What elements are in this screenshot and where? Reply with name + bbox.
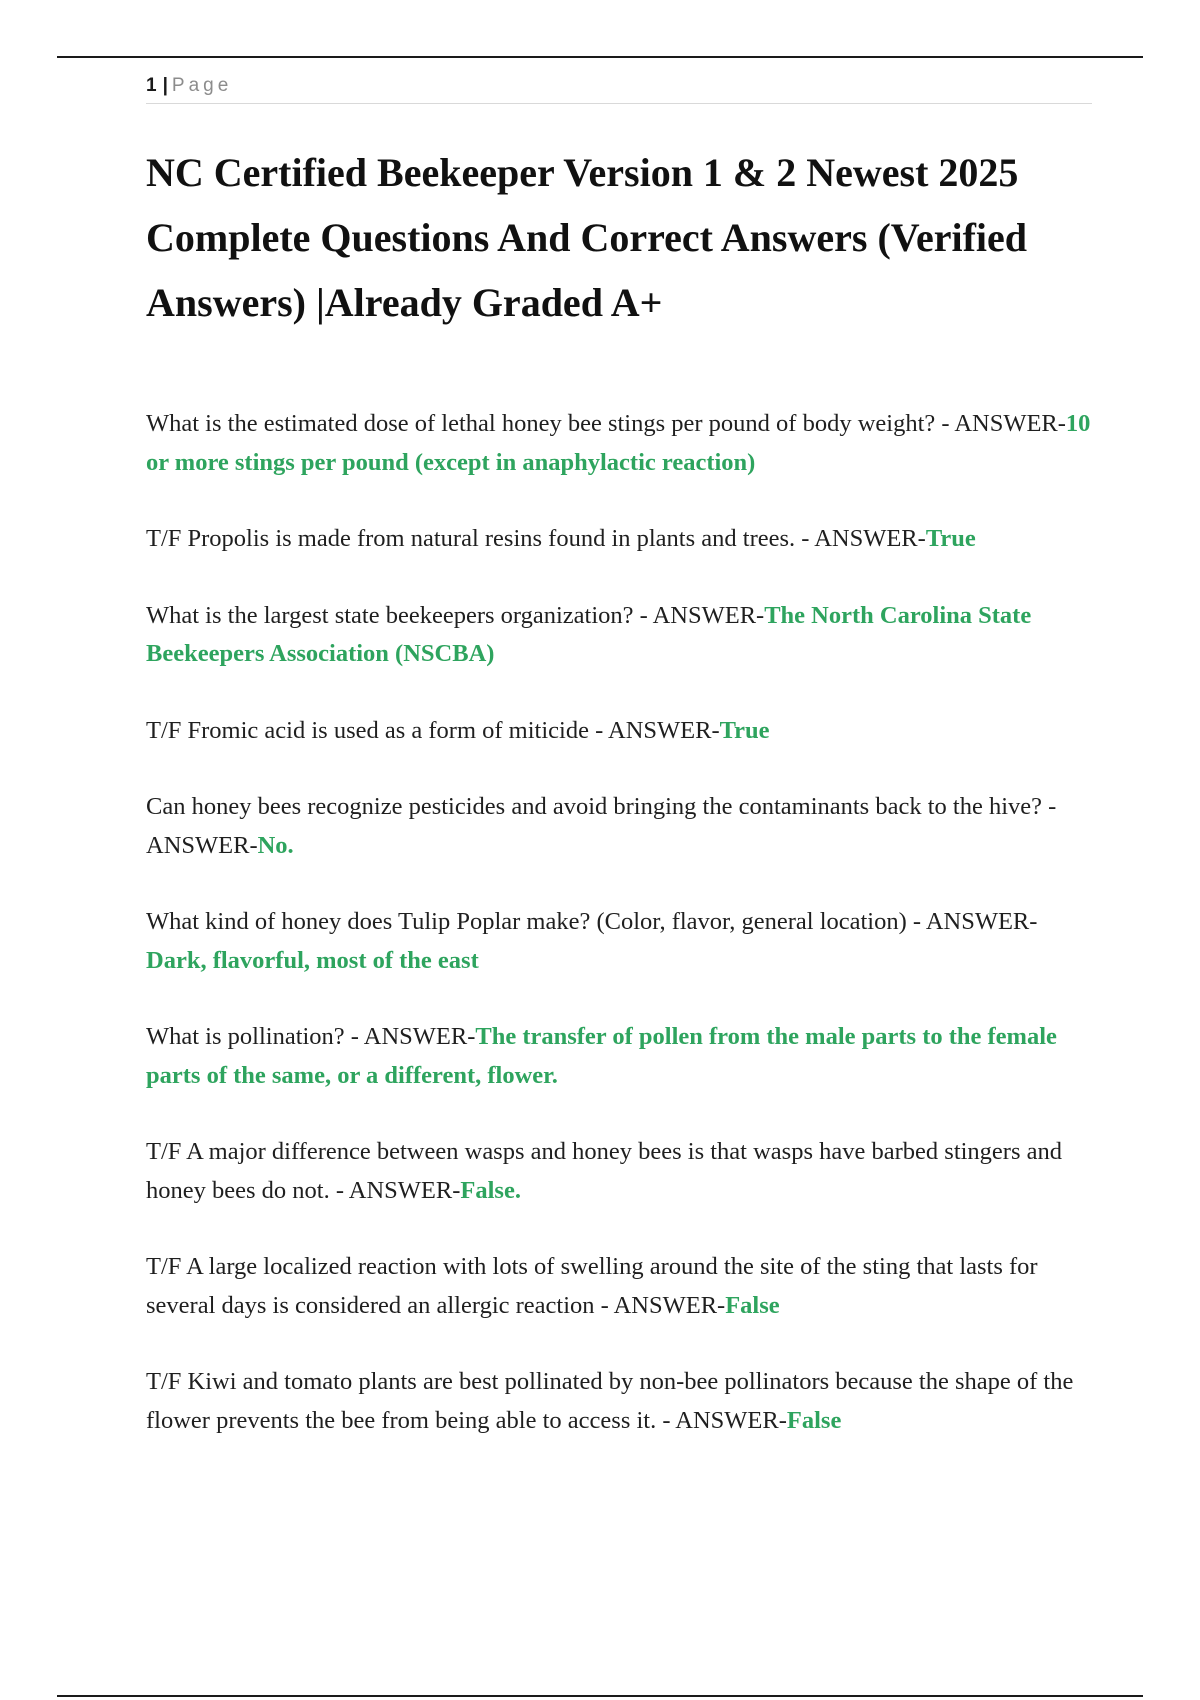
- qa-item: [146, 712, 1096, 751]
- question-text: T/F A major difference between wasps and honey bees is that wasps have barbed stingers and honey bees do not. -: [146, 1138, 1062, 1204]
- answer-text: No.: [257, 831, 294, 859]
- answer-prefix: ANSWER-: [348, 1176, 461, 1204]
- question-text: What is the largest state beekeepers organization? -: [146, 601, 653, 629]
- question-text: T/F A large localized reaction with lots of swelling around the site of the sting that lasts for several days is considered an allergic reaction -: [146, 1253, 1038, 1319]
- qa-item: [146, 788, 1096, 865]
- question-text: Can honey bees recognize pesticides and avoid bringing the contaminants back to the hive? -: [146, 793, 1057, 820]
- page-number: 1: [146, 75, 157, 96]
- answer-text: False: [786, 1406, 842, 1434]
- qa-item: [146, 903, 1096, 980]
- page-header: [146, 73, 1092, 104]
- answer-text: False.: [460, 1176, 521, 1204]
- answer-text: True: [925, 525, 976, 552]
- question-text: T/F Kiwi and tomato plants are best pollinated by non-bee pollinators because the shape of the flower prevents the bee from being able to access it. -: [146, 1368, 1074, 1434]
- answer-prefix: ANSWER-: [608, 716, 720, 744]
- answer-prefix: ANSWER-: [146, 831, 258, 859]
- answer-prefix: ANSWER-: [363, 1023, 476, 1050]
- answer-text: False: [725, 1291, 780, 1319]
- question-text: T/F Propolis is made from natural resins found in plants and trees. -: [146, 525, 815, 552]
- qa-list: [146, 405, 1096, 1478]
- page-word: Page: [171, 75, 233, 96]
- answer-prefix: ANSWER-: [613, 1291, 726, 1319]
- answer-text: Dark, flavorful, most of the east: [146, 946, 479, 974]
- qa-item: [146, 1018, 1096, 1095]
- qa-item: [146, 1248, 1096, 1325]
- question-text: What is pollination? -: [146, 1023, 364, 1050]
- answer-prefix: ANSWER-: [675, 1406, 787, 1434]
- qa-item: [146, 597, 1096, 674]
- question-text: What kind of honey does Tulip Poplar make? (Color, flavor, general location) -: [146, 908, 926, 935]
- answer-prefix: ANSWER-: [814, 525, 926, 552]
- answer-prefix: ANSWER-: [954, 410, 1066, 437]
- qa-item: [146, 1363, 1096, 1440]
- answer-text: The North Carolina State Beekeepers Association (NSCBA): [146, 601, 1032, 667]
- answer-prefix: ANSWER-: [925, 908, 1038, 935]
- document-title: NC Certified Beekeeper Version 1 & 2 Newest 2025 Complete Questions And Correct Answers (Verified Answers) |Already Graded A+: [146, 150, 1028, 325]
- answer-prefix: ANSWER-: [652, 601, 765, 629]
- top-rule: [57, 56, 1143, 58]
- answer-text: The transfer of pollen from the male parts to the female parts of the same, or a different, flower.: [146, 1023, 1057, 1089]
- qa-item: [146, 405, 1096, 482]
- qa-item: [146, 520, 1096, 559]
- question-text: T/F Fromic acid is used as a form of miticide -: [146, 716, 609, 744]
- qa-item: [146, 1133, 1096, 1210]
- question-text: What is the estimated dose of lethal honey bee stings per pound of body weight? -: [146, 410, 955, 437]
- bottom-rule: [57, 1695, 1143, 1697]
- answer-text: True: [719, 716, 770, 744]
- answer-text: 10 or more stings per pound (except in anaphylactic reaction): [146, 410, 1091, 476]
- page-separator: |: [162, 75, 168, 96]
